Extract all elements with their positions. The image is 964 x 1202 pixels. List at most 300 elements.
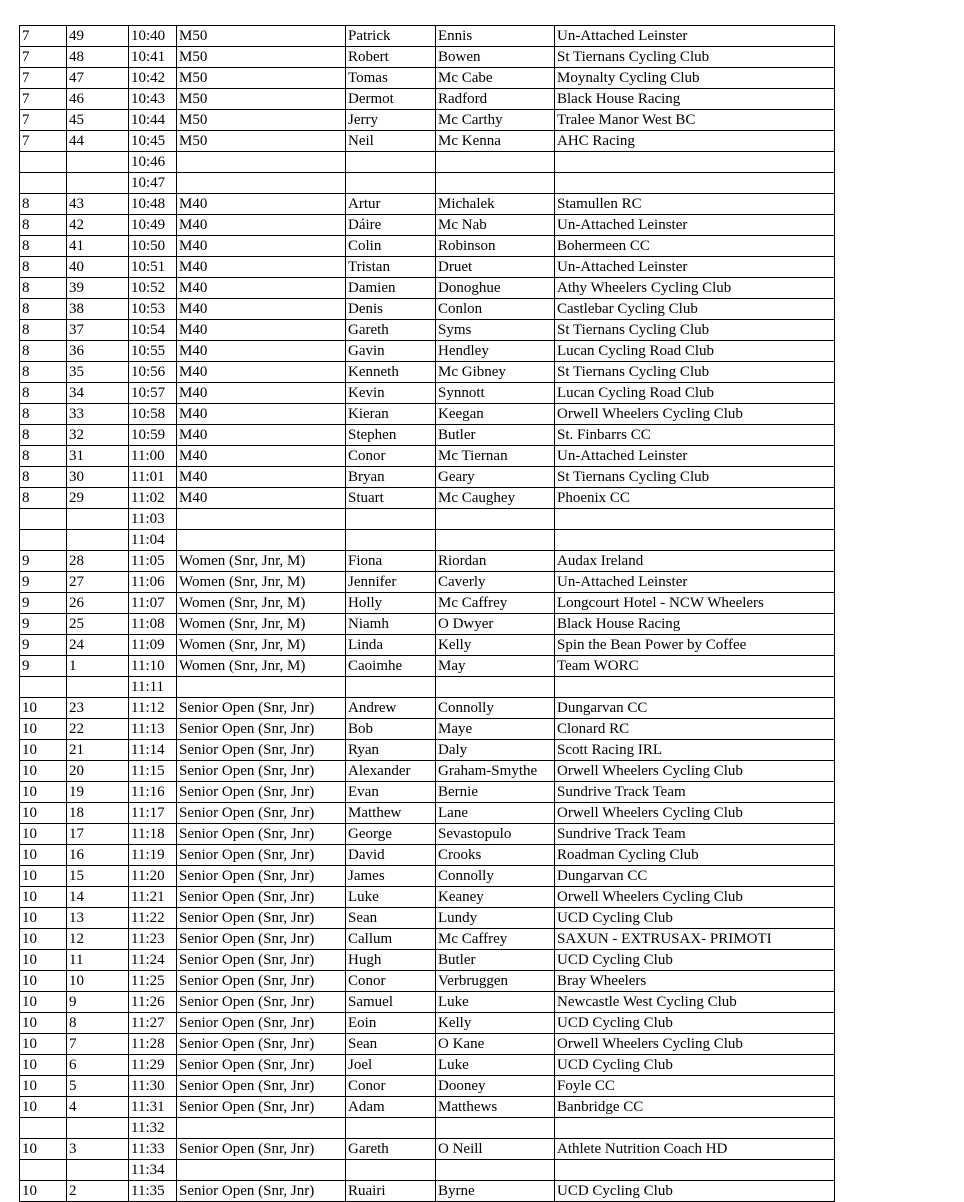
last-name-cell: Keegan [436, 404, 555, 425]
first-name-cell: Bryan [346, 467, 436, 488]
club-cell: Audax Ireland [555, 551, 835, 572]
category-cell: Senior Open (Snr, Jnr) [177, 1181, 346, 1202]
rider-number-cell: 26 [67, 593, 129, 614]
table-row [20, 236, 835, 257]
wave-cell [20, 509, 67, 530]
category-cell: Senior Open (Snr, Jnr) [177, 761, 346, 782]
wave-cell: 10 [20, 803, 67, 824]
last-name-cell: Conlon [436, 299, 555, 320]
wave-cell: 8 [20, 404, 67, 425]
club-cell: Stamullen RC [555, 194, 835, 215]
table-row [20, 782, 835, 803]
category-cell: M40 [177, 362, 346, 383]
club-cell: Orwell Wheelers Cycling Club [555, 1034, 835, 1055]
club-cell: SAXUN - EXTRUSAX- PRIMOTI [555, 929, 835, 950]
table-row [20, 1034, 835, 1055]
table-row [20, 761, 835, 782]
last-name-cell: Mc Gibney [436, 362, 555, 383]
table-row [20, 908, 835, 929]
table-row [20, 929, 835, 950]
club-cell: Lucan Cycling Road Club [555, 383, 835, 404]
wave-cell: 10 [20, 740, 67, 761]
last-name-cell: Butler [436, 950, 555, 971]
club-cell: Un-Attached Leinster [555, 572, 835, 593]
club-cell [555, 509, 835, 530]
first-name-cell [346, 152, 436, 173]
rider-number-cell: 7 [67, 1034, 129, 1055]
wave-cell: 7 [20, 68, 67, 89]
start-time-cell: 10:57 [129, 383, 177, 404]
category-cell: Senior Open (Snr, Jnr) [177, 845, 346, 866]
start-time-cell: 11:13 [129, 719, 177, 740]
category-cell: M50 [177, 26, 346, 47]
last-name-cell: Lane [436, 803, 555, 824]
last-name-cell [436, 1160, 555, 1181]
first-name-cell [346, 1160, 436, 1181]
rider-number-cell: 35 [67, 362, 129, 383]
club-cell: Phoenix CC [555, 488, 835, 509]
first-name-cell: Colin [346, 236, 436, 257]
start-time-cell: 11:31 [129, 1097, 177, 1118]
rider-number-cell: 18 [67, 803, 129, 824]
wave-cell: 10 [20, 929, 67, 950]
wave-cell: 8 [20, 299, 67, 320]
rider-number-cell: 2 [67, 1181, 129, 1202]
first-name-cell: Dermot [346, 89, 436, 110]
table-row [20, 215, 835, 236]
club-cell: UCD Cycling Club [555, 908, 835, 929]
club-cell: Sundrive Track Team [555, 824, 835, 845]
wave-cell: 7 [20, 131, 67, 152]
start-time-cell: 11:18 [129, 824, 177, 845]
last-name-cell: O Kane [436, 1034, 555, 1055]
wave-cell: 8 [20, 215, 67, 236]
last-name-cell: Mc Carthy [436, 110, 555, 131]
first-name-cell: Robert [346, 47, 436, 68]
category-cell: M50 [177, 131, 346, 152]
first-name-cell: Hugh [346, 950, 436, 971]
table-row [20, 803, 835, 824]
rider-number-cell: 15 [67, 866, 129, 887]
category-cell: M40 [177, 278, 346, 299]
wave-cell: 10 [20, 971, 67, 992]
category-cell [177, 173, 346, 194]
first-name-cell [346, 509, 436, 530]
club-cell: UCD Cycling Club [555, 1055, 835, 1076]
wave-cell [20, 152, 67, 173]
category-cell: M40 [177, 236, 346, 257]
first-name-cell: Gareth [346, 320, 436, 341]
start-time-cell: 11:22 [129, 908, 177, 929]
table-row [20, 26, 835, 47]
wave-cell: 9 [20, 572, 67, 593]
start-time-cell: 11:11 [129, 677, 177, 698]
rider-number-cell: 19 [67, 782, 129, 803]
category-cell: M50 [177, 110, 346, 131]
table-row [20, 572, 835, 593]
category-cell: Women (Snr, Jnr, M) [177, 593, 346, 614]
last-name-cell: Crooks [436, 845, 555, 866]
start-time-cell: 11:15 [129, 761, 177, 782]
table-row [20, 1181, 835, 1202]
rider-number-cell [67, 1118, 129, 1139]
wave-cell: 10 [20, 1181, 67, 1202]
wave-cell: 10 [20, 1076, 67, 1097]
category-cell: M40 [177, 446, 346, 467]
start-time-cell: 11:23 [129, 929, 177, 950]
category-cell: Senior Open (Snr, Jnr) [177, 740, 346, 761]
club-cell: Spin the Bean Power by Coffee [555, 635, 835, 656]
rider-number-cell [67, 1160, 129, 1181]
last-name-cell: Caverly [436, 572, 555, 593]
wave-cell: 8 [20, 446, 67, 467]
first-name-cell: Conor [346, 971, 436, 992]
club-cell: St. Finbarrs CC [555, 425, 835, 446]
wave-cell: 10 [20, 1034, 67, 1055]
table-row [20, 740, 835, 761]
table-row [20, 1013, 835, 1034]
wave-cell [20, 1118, 67, 1139]
category-cell: M40 [177, 341, 346, 362]
wave-cell: 10 [20, 1097, 67, 1118]
start-time-cell: 11:26 [129, 992, 177, 1013]
first-name-cell: Caoimhe [346, 656, 436, 677]
first-name-cell: Bob [346, 719, 436, 740]
table-row [20, 89, 835, 110]
table-row [20, 593, 835, 614]
last-name-cell: Michalek [436, 194, 555, 215]
category-cell: Senior Open (Snr, Jnr) [177, 824, 346, 845]
category-cell: Senior Open (Snr, Jnr) [177, 887, 346, 908]
first-name-cell: Gavin [346, 341, 436, 362]
category-cell: M40 [177, 257, 346, 278]
category-cell: M40 [177, 488, 346, 509]
wave-cell: 8 [20, 236, 67, 257]
wave-cell [20, 1160, 67, 1181]
club-cell: Un-Attached Leinster [555, 446, 835, 467]
rider-number-cell: 17 [67, 824, 129, 845]
start-time-cell: 10:49 [129, 215, 177, 236]
wave-cell: 10 [20, 908, 67, 929]
rider-number-cell: 25 [67, 614, 129, 635]
last-name-cell: Syms [436, 320, 555, 341]
rider-number-cell: 36 [67, 341, 129, 362]
start-time-cell: 11:05 [129, 551, 177, 572]
club-cell: Un-Attached Leinster [555, 257, 835, 278]
wave-cell: 8 [20, 467, 67, 488]
last-name-cell: Mc Cabe [436, 68, 555, 89]
category-cell: M40 [177, 425, 346, 446]
table-row [20, 1160, 835, 1181]
table-row [20, 467, 835, 488]
club-cell: St Tiernans Cycling Club [555, 362, 835, 383]
last-name-cell: Lundy [436, 908, 555, 929]
table-row [20, 887, 835, 908]
start-time-cell: 11:29 [129, 1055, 177, 1076]
last-name-cell: Graham-Smythe [436, 761, 555, 782]
rider-number-cell: 30 [67, 467, 129, 488]
club-cell: Orwell Wheelers Cycling Club [555, 404, 835, 425]
wave-cell: 10 [20, 887, 67, 908]
rider-number-cell: 24 [67, 635, 129, 656]
rider-number-cell: 6 [67, 1055, 129, 1076]
start-time-cell: 10:42 [129, 68, 177, 89]
table-row [20, 950, 835, 971]
last-name-cell: Keaney [436, 887, 555, 908]
club-cell: Bray Wheelers [555, 971, 835, 992]
first-name-cell: Artur [346, 194, 436, 215]
last-name-cell: Mc Nab [436, 215, 555, 236]
last-name-cell: Maye [436, 719, 555, 740]
last-name-cell: Luke [436, 992, 555, 1013]
first-name-cell: Evan [346, 782, 436, 803]
start-time-cell: 11:10 [129, 656, 177, 677]
first-name-cell [346, 173, 436, 194]
category-cell [177, 677, 346, 698]
rider-number-cell: 1 [67, 656, 129, 677]
rider-number-cell [67, 509, 129, 530]
table-row [20, 845, 835, 866]
rider-number-cell: 29 [67, 488, 129, 509]
club-cell: Tralee Manor West BC [555, 110, 835, 131]
category-cell [177, 1160, 346, 1181]
category-cell: Senior Open (Snr, Jnr) [177, 1139, 346, 1160]
first-name-cell: Sean [346, 1034, 436, 1055]
wave-cell: 10 [20, 950, 67, 971]
start-time-cell: 11:34 [129, 1160, 177, 1181]
club-cell: Athlete Nutrition Coach HD [555, 1139, 835, 1160]
start-time-cell: 10:53 [129, 299, 177, 320]
table-row [20, 866, 835, 887]
club-cell: Longcourt Hotel - NCW Wheelers [555, 593, 835, 614]
first-name-cell: Tomas [346, 68, 436, 89]
start-time-cell: 10:43 [129, 89, 177, 110]
last-name-cell: May [436, 656, 555, 677]
rider-number-cell: 8 [67, 1013, 129, 1034]
wave-cell: 8 [20, 320, 67, 341]
first-name-cell: Fiona [346, 551, 436, 572]
category-cell: Senior Open (Snr, Jnr) [177, 803, 346, 824]
start-time-cell: 10:46 [129, 152, 177, 173]
rider-number-cell: 14 [67, 887, 129, 908]
rider-number-cell: 10 [67, 971, 129, 992]
table-row [20, 257, 835, 278]
rider-number-cell [67, 152, 129, 173]
first-name-cell: Dáire [346, 215, 436, 236]
category-cell: M40 [177, 404, 346, 425]
first-name-cell: Eoin [346, 1013, 436, 1034]
club-cell: Moynalty Cycling Club [555, 68, 835, 89]
category-cell: M40 [177, 467, 346, 488]
first-name-cell: Linda [346, 635, 436, 656]
first-name-cell: David [346, 845, 436, 866]
table-row [20, 404, 835, 425]
category-cell: Senior Open (Snr, Jnr) [177, 719, 346, 740]
rider-number-cell: 33 [67, 404, 129, 425]
category-cell [177, 1118, 346, 1139]
category-cell [177, 509, 346, 530]
rider-number-cell: 46 [67, 89, 129, 110]
first-name-cell: George [346, 824, 436, 845]
table-row [20, 68, 835, 89]
start-time-cell: 11:32 [129, 1118, 177, 1139]
table-row [20, 1055, 835, 1076]
first-name-cell: Conor [346, 1076, 436, 1097]
last-name-cell: Kelly [436, 635, 555, 656]
wave-cell: 8 [20, 257, 67, 278]
start-time-cell: 11:19 [129, 845, 177, 866]
club-cell: Un-Attached Leinster [555, 26, 835, 47]
first-name-cell: Ruairi [346, 1181, 436, 1202]
last-name-cell: Luke [436, 1055, 555, 1076]
start-time-cell: 10:55 [129, 341, 177, 362]
rider-number-cell [67, 677, 129, 698]
table-row [20, 656, 835, 677]
rider-number-cell: 9 [67, 992, 129, 1013]
wave-cell: 8 [20, 425, 67, 446]
first-name-cell: Adam [346, 1097, 436, 1118]
first-name-cell: Niamh [346, 614, 436, 635]
first-name-cell: Damien [346, 278, 436, 299]
first-name-cell: Jennifer [346, 572, 436, 593]
first-name-cell: Joel [346, 1055, 436, 1076]
first-name-cell: Samuel [346, 992, 436, 1013]
category-cell: Women (Snr, Jnr, M) [177, 614, 346, 635]
rider-number-cell: 39 [67, 278, 129, 299]
club-cell: Lucan Cycling Road Club [555, 341, 835, 362]
start-time-cell: 10:47 [129, 173, 177, 194]
rider-number-cell: 16 [67, 845, 129, 866]
start-time-cell: 10:40 [129, 26, 177, 47]
first-name-cell: James [346, 866, 436, 887]
category-cell: Senior Open (Snr, Jnr) [177, 1034, 346, 1055]
last-name-cell: Kelly [436, 1013, 555, 1034]
start-time-cell: 10:54 [129, 320, 177, 341]
rider-number-cell: 34 [67, 383, 129, 404]
category-cell [177, 152, 346, 173]
start-time-cell: 10:41 [129, 47, 177, 68]
start-time-cell: 11:20 [129, 866, 177, 887]
category-cell: Senior Open (Snr, Jnr) [177, 992, 346, 1013]
first-name-cell [346, 530, 436, 551]
first-name-cell: Kenneth [346, 362, 436, 383]
last-name-cell [436, 677, 555, 698]
category-cell: M40 [177, 215, 346, 236]
rider-number-cell: 3 [67, 1139, 129, 1160]
last-name-cell: Bernie [436, 782, 555, 803]
wave-cell [20, 677, 67, 698]
first-name-cell: Denis [346, 299, 436, 320]
first-name-cell [346, 677, 436, 698]
start-list-body [20, 26, 835, 1202]
table-row [20, 362, 835, 383]
start-time-cell: 10:52 [129, 278, 177, 299]
category-cell: Senior Open (Snr, Jnr) [177, 929, 346, 950]
last-name-cell: Donoghue [436, 278, 555, 299]
start-time-cell: 10:45 [129, 131, 177, 152]
last-name-cell: Connolly [436, 866, 555, 887]
wave-cell: 7 [20, 26, 67, 47]
rider-number-cell: 38 [67, 299, 129, 320]
rider-number-cell: 13 [67, 908, 129, 929]
first-name-cell: Conor [346, 446, 436, 467]
rider-number-cell: 22 [67, 719, 129, 740]
table-row [20, 677, 835, 698]
rider-number-cell: 45 [67, 110, 129, 131]
last-name-cell: Byrne [436, 1181, 555, 1202]
start-time-cell: 11:07 [129, 593, 177, 614]
table-row [20, 320, 835, 341]
category-cell: M50 [177, 89, 346, 110]
last-name-cell: Sevastopulo [436, 824, 555, 845]
start-time-cell: 11:12 [129, 698, 177, 719]
first-name-cell: Luke [346, 887, 436, 908]
last-name-cell: Mc Caughey [436, 488, 555, 509]
last-name-cell: Geary [436, 467, 555, 488]
club-cell: St Tiernans Cycling Club [555, 47, 835, 68]
category-cell [177, 530, 346, 551]
club-cell [555, 530, 835, 551]
club-cell: UCD Cycling Club [555, 1013, 835, 1034]
table-row [20, 194, 835, 215]
club-cell: Orwell Wheelers Cycling Club [555, 887, 835, 908]
start-time-cell: 10:44 [129, 110, 177, 131]
first-name-cell: Stephen [346, 425, 436, 446]
start-time-cell: 11:06 [129, 572, 177, 593]
club-cell: UCD Cycling Club [555, 950, 835, 971]
table-row [20, 488, 835, 509]
club-cell: Clonard RC [555, 719, 835, 740]
table-row [20, 278, 835, 299]
table-row [20, 383, 835, 404]
club-cell: Roadman Cycling Club [555, 845, 835, 866]
last-name-cell: Mc Tiernan [436, 446, 555, 467]
first-name-cell: Jerry [346, 110, 436, 131]
category-cell: M40 [177, 320, 346, 341]
club-cell [555, 173, 835, 194]
category-cell: M50 [177, 68, 346, 89]
club-cell: Dungarvan CC [555, 698, 835, 719]
last-name-cell [436, 173, 555, 194]
table-row [20, 299, 835, 320]
category-cell: Senior Open (Snr, Jnr) [177, 971, 346, 992]
wave-cell: 9 [20, 551, 67, 572]
wave-cell: 10 [20, 1013, 67, 1034]
first-name-cell: Holly [346, 593, 436, 614]
wave-cell: 8 [20, 488, 67, 509]
wave-cell: 10 [20, 1139, 67, 1160]
start-time-cell: 11:14 [129, 740, 177, 761]
table-row [20, 1139, 835, 1160]
rider-number-cell [67, 530, 129, 551]
first-name-cell: Andrew [346, 698, 436, 719]
last-name-cell: Druet [436, 257, 555, 278]
category-cell: Senior Open (Snr, Jnr) [177, 908, 346, 929]
start-time-cell: 11:17 [129, 803, 177, 824]
start-time-cell: 11:21 [129, 887, 177, 908]
category-cell: M40 [177, 194, 346, 215]
first-name-cell: Tristan [346, 257, 436, 278]
start-time-cell: 10:58 [129, 404, 177, 425]
first-name-cell: Stuart [346, 488, 436, 509]
table-row [20, 1097, 835, 1118]
first-name-cell: Neil [346, 131, 436, 152]
wave-cell: 10 [20, 824, 67, 845]
rider-number-cell: 12 [67, 929, 129, 950]
first-name-cell: Patrick [346, 26, 436, 47]
first-name-cell: Gareth [346, 1139, 436, 1160]
club-cell: Scott Racing IRL [555, 740, 835, 761]
